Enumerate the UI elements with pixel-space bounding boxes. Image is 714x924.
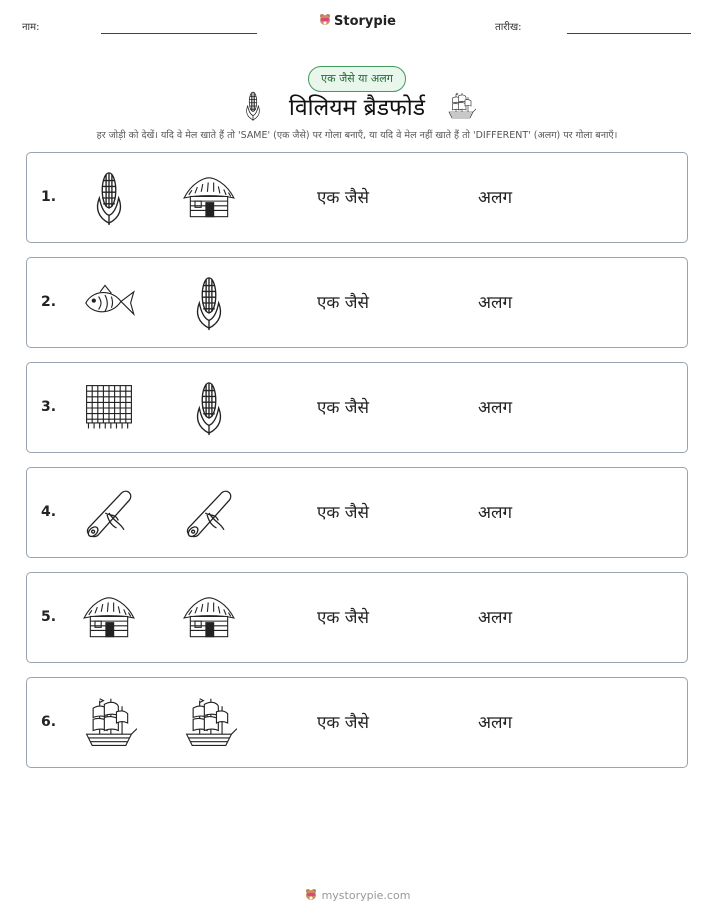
ship-icon <box>181 694 237 752</box>
question-row <box>26 362 688 453</box>
question-number: 6. <box>41 714 57 730</box>
question-number: 1. <box>41 189 57 205</box>
same-option[interactable]: एक जैसे <box>317 713 369 733</box>
title-ship-icon <box>446 90 476 122</box>
date-line[interactable] <box>567 33 691 34</box>
same-option[interactable]: एक जैसे <box>317 398 369 418</box>
corn-icon <box>81 169 137 227</box>
question-number: 2. <box>41 294 57 310</box>
different-option[interactable]: अलग <box>478 293 513 313</box>
hut-icon <box>81 589 137 647</box>
footer-site[interactable]: mystorypie.com <box>321 889 411 902</box>
scroll-icon <box>181 484 237 542</box>
same-option[interactable]: एक जैसे <box>317 608 369 628</box>
page-title: विलियम ब्रैडफोर्ड <box>288 95 426 121</box>
date-label: तारीख: <box>495 22 522 33</box>
instructions: हर जोड़ी को देखें। यदि वे मेल खाते हैं तो 'SAME' (एक जैसे) पर गोला बनाएँ, या यदि वे मेल नहीं खाते हैं तो 'DIFFERENT' (अलग) पर गोला बनाएँ। <box>96 130 618 141</box>
question-row <box>26 257 688 348</box>
storypie-logo-icon <box>318 13 332 27</box>
different-option[interactable]: अलग <box>478 713 513 733</box>
question-row <box>26 467 688 558</box>
activity-badge: एक जैसे या अलग <box>308 66 406 92</box>
same-option[interactable]: एक जैसे <box>317 503 369 523</box>
corn-icon <box>181 274 237 332</box>
same-option[interactable]: एक जैसे <box>317 188 369 208</box>
scroll-icon <box>81 484 137 542</box>
footer <box>0 888 714 902</box>
brand <box>0 13 714 29</box>
same-option[interactable]: एक जैसे <box>317 293 369 313</box>
different-option[interactable]: अलग <box>478 608 513 628</box>
hut-icon <box>181 589 237 647</box>
title-corn-icon <box>240 90 266 122</box>
question-number: 3. <box>41 399 57 415</box>
storypie-logo-icon <box>304 888 318 902</box>
question-number: 4. <box>41 504 57 520</box>
woven-mat-icon <box>81 379 137 437</box>
brand-name: Storypie <box>334 14 396 29</box>
hut-icon <box>181 169 237 227</box>
different-option[interactable]: अलग <box>478 398 513 418</box>
fish-icon <box>81 274 137 332</box>
ship-icon <box>81 694 137 752</box>
different-option[interactable]: अलग <box>478 188 513 208</box>
corn-icon <box>181 379 237 437</box>
name-label: नाम: <box>22 22 40 33</box>
different-option[interactable]: अलग <box>478 503 513 523</box>
question-row <box>26 677 688 768</box>
name-line[interactable] <box>101 33 257 34</box>
question-row <box>26 572 688 663</box>
question-number: 5. <box>41 609 57 625</box>
question-row <box>26 152 688 243</box>
